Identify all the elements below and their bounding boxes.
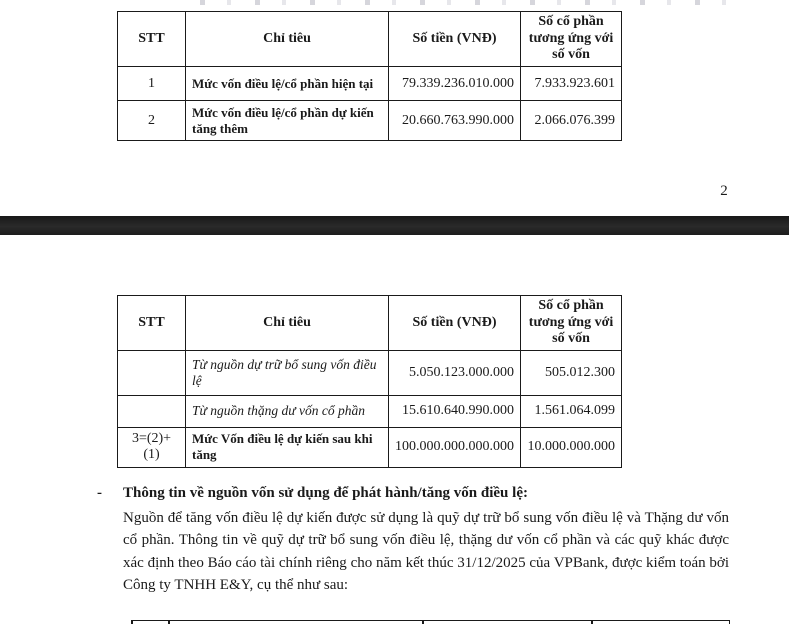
section-paragraph: Nguồn để tăng vốn điều lệ dự kiến được sử dụng là quỹ dự trữ bổ sung vốn điều lệ và Thặng dư vốn cổ phần. Thông tin về quỹ dự trữ bổ sung vốn điều lệ, thặng dư vốn cổ phần và các quỹ khác được xác định theo Báo cáo tài chính riêng cho năm kết thúc 31/12/2025 của VPBank, được kiểm toán bởi Công ty TNHH E&Y, cụ thể như sau: (123, 510, 729, 593)
cell-label: Mức vốn điều lệ/cổ phần dự kiến tăng thêm (186, 101, 389, 141)
table-row (118, 395, 622, 427)
cell-amount: 100.000.000.000.000 (389, 427, 521, 467)
cell-stt: 1 (118, 67, 186, 101)
cell-shares: 505.012.300 (521, 350, 622, 395)
section-heading: Thông tin về nguồn vốn sử dụng để phát hành/tăng vốn điều lệ: (123, 485, 528, 501)
page-number: 2 (720, 183, 728, 199)
charter-capital-table-2 (117, 295, 622, 468)
cell-shares: 2.066.076.399 (521, 101, 622, 141)
cell-label: Từ nguồn dự trữ bổ sung vốn điều lệ (186, 350, 389, 395)
next-table-clipped-edge (131, 620, 730, 624)
table-header-row (118, 296, 622, 351)
bullet-dash: - (97, 485, 102, 501)
section-body (123, 483, 729, 596)
cell-label: Mức Vốn điều lệ dự kiến sau khi tăng (186, 427, 389, 467)
header-so-co-phan: Số cổ phần tương ứng với số vốn (521, 296, 622, 351)
page-break-bar (0, 216, 789, 235)
clipped-text-remnant (200, 0, 745, 5)
header-so-tien: Số tiền (VNĐ) (389, 296, 521, 351)
charter-capital-table-1 (117, 11, 622, 141)
cell-amount: 5.050.123.000.000 (389, 350, 521, 395)
table-row (118, 427, 622, 467)
header-so-co-phan: Số cổ phần tương ứng với số vốn (521, 12, 622, 67)
funding-source-section (97, 483, 729, 596)
table-row (118, 67, 622, 101)
table-row (118, 350, 622, 395)
header-chi-tieu: Chỉ tiêu (186, 296, 389, 351)
cell-shares: 1.561.064.099 (521, 395, 622, 427)
header-chi-tieu: Chỉ tiêu (186, 12, 389, 67)
cell-label: Từ nguồn thặng dư vốn cổ phần (186, 395, 389, 427)
cell-stt: 3=(2)+(1) (118, 427, 186, 467)
cell-amount: 15.610.640.990.000 (389, 395, 521, 427)
cell-label: Mức vốn điều lệ/cổ phần hiện tại (186, 67, 389, 101)
cell-stt (118, 395, 186, 427)
header-stt: STT (118, 296, 186, 351)
table-row (118, 101, 622, 141)
cell-amount: 20.660.763.990.000 (389, 101, 521, 141)
cell-shares: 10.000.000.000 (521, 427, 622, 467)
cell-amount: 79.339.236.010.000 (389, 67, 521, 101)
table-header-row (118, 12, 622, 67)
header-so-tien: Số tiền (VNĐ) (389, 12, 521, 67)
header-stt: STT (118, 12, 186, 67)
cell-stt: 2 (118, 101, 186, 141)
cell-stt (118, 350, 186, 395)
cell-shares: 7.933.923.601 (521, 67, 622, 101)
